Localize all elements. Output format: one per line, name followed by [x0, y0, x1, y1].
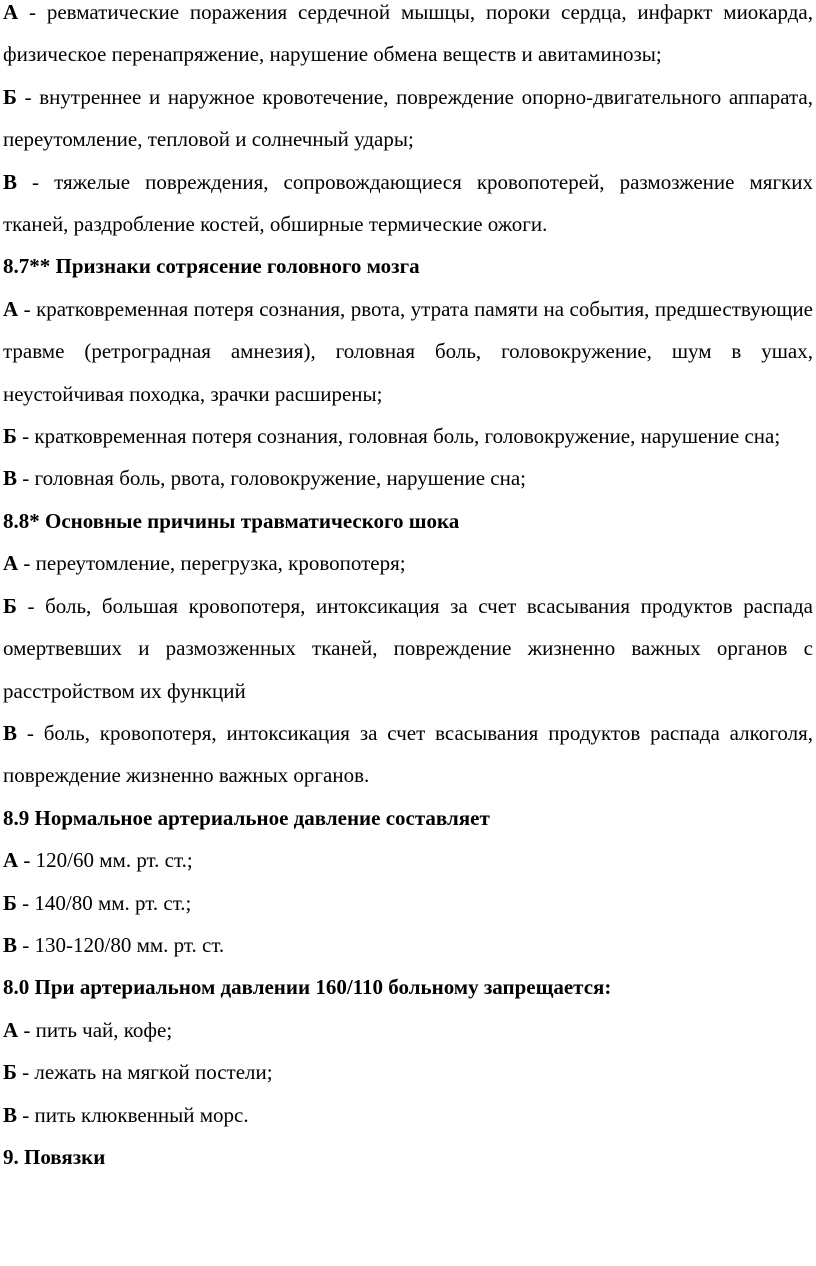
option-text: пить клюквенный морс. — [34, 1102, 249, 1127]
question-heading: 8.8* Основные причины травматического шока — [3, 508, 460, 533]
answer-option — [3, 839, 813, 881]
option-letter: Б — [3, 84, 17, 109]
option-separator: - — [18, 1017, 36, 1042]
section-heading: 9. Повязки — [3, 1144, 106, 1169]
answer-option — [3, 0, 813, 76]
option-separator: - — [16, 1060, 35, 1085]
option-separator: - — [17, 466, 35, 491]
answer-option — [3, 288, 813, 415]
answer-option — [3, 882, 813, 924]
option-letter: В — [3, 466, 18, 491]
option-letter: Б — [3, 890, 17, 915]
option-letter: А — [3, 1017, 19, 1042]
option-separator: - — [18, 848, 36, 873]
option-letter: Б — [3, 424, 17, 449]
option-letter: А — [3, 296, 19, 321]
question-heading: 8.7** Признаки сотрясение головного мозга — [3, 254, 420, 279]
option-separator: - — [17, 932, 35, 957]
option-text: боль, большая кровопотеря, интоксикация за счет всасывания продуктов распада омертвевших и размозженных тканей, повреждение жизненно важных органов с расстройством их функций — [3, 593, 814, 703]
option-text: 140/80 мм. рт. ст.; — [34, 890, 192, 915]
option-letter: А — [3, 848, 19, 873]
answer-option — [3, 1009, 813, 1051]
option-text: лежать на мягкой постели; — [34, 1060, 273, 1085]
option-separator: - — [17, 169, 55, 194]
option-text: переутомление, перегрузка, кровопотеря; — [35, 551, 406, 576]
option-letter: В — [3, 169, 18, 194]
question-heading: 8.9 Нормальное артериальное давление составляет — [3, 805, 490, 830]
option-letter: В — [3, 932, 18, 957]
option-text: пить чай, кофе; — [35, 1017, 173, 1042]
option-letter: В — [3, 1102, 18, 1127]
option-separator: - — [18, 0, 47, 24]
answer-option — [3, 1051, 813, 1093]
answer-option — [3, 76, 813, 161]
option-text: кратковременная потеря сознания, головная боль, головокружение, нарушение сна; — [34, 424, 781, 449]
option-text: тяжелые повреждения, сопровождающиеся кровопотерей, размозжение мягких тканей, раздробление костей, обширные термические ожоги. — [3, 169, 813, 237]
answer-option — [3, 924, 813, 966]
answer-option — [3, 712, 813, 797]
question-heading: 8.0 При артериальном давлении 160/110 больному запрещается: — [3, 975, 612, 1000]
option-text: кратковременная потеря сознания, рвота, утрата памяти на события, предшествующие травме (ретроградная амнезия), головная боль, головокружение, шум в ушах, неустойчивая походка, зрачки расширены; — [3, 296, 813, 406]
option-separator: - — [18, 296, 37, 321]
option-separator: - — [18, 551, 36, 576]
answer-option — [3, 1094, 813, 1136]
option-separator: - — [17, 720, 44, 745]
option-separator: - — [16, 424, 35, 449]
option-text: головная боль, рвота, головокружение, нарушение сна; — [34, 466, 527, 491]
option-letter: Б — [3, 593, 17, 618]
option-letter: Б — [3, 1060, 17, 1085]
answer-option — [3, 161, 813, 246]
option-separator: - — [17, 1102, 35, 1127]
option-text: внутреннее и наружное кровотечение, повреждение опорно-двигательного аппарата, переутомление, тепловой и солнечный удары; — [3, 84, 813, 152]
option-text: боль, кровопотеря, интоксикация за счет всасывания продуктов распада алкоголя, повреждение жизненно важных органов. — [3, 720, 813, 788]
option-letter: А — [3, 551, 19, 576]
option-letter: В — [3, 720, 18, 745]
answer-option — [3, 457, 813, 499]
option-separator: - — [16, 890, 35, 915]
answer-option — [3, 585, 813, 712]
option-letter: А — [3, 0, 19, 24]
option-text: ревматические поражения сердечной мышцы, пороки сердца, инфаркт миокарда, физическое перенапряжение, нарушение обмена веществ и авитаминозы; — [3, 0, 813, 67]
option-text: 130-120/80 мм. рт. ст. — [34, 932, 225, 957]
answer-option — [3, 415, 813, 457]
answer-option — [3, 542, 813, 584]
option-text: 120/60 мм. рт. ст.; — [35, 848, 193, 873]
option-separator: - — [16, 593, 46, 618]
option-separator: - — [16, 84, 40, 109]
